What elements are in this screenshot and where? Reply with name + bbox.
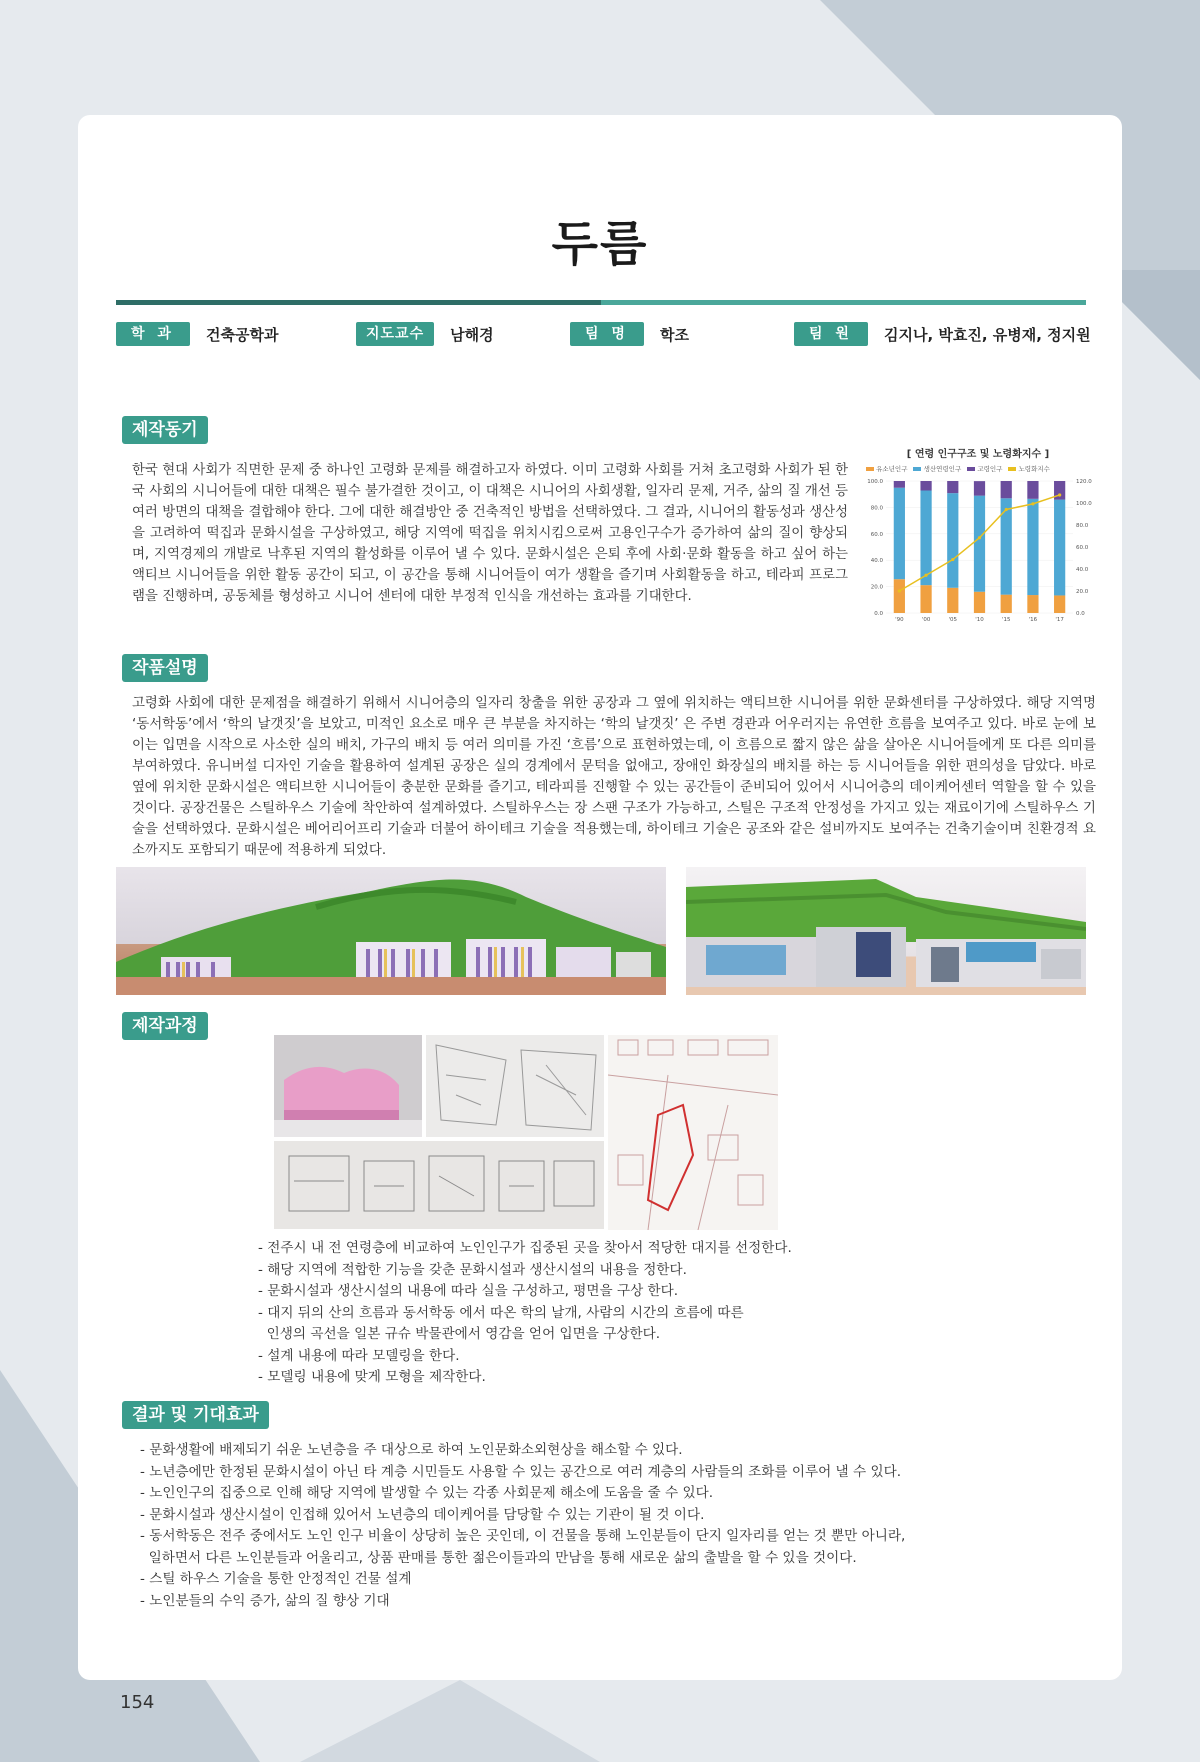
rendering-side [686,867,1086,995]
bar-working [920,491,931,586]
bar-youth [974,592,985,613]
bar-elderly [920,481,931,491]
meta-members [794,321,1091,347]
list-item: - 설계 내용에 따라 모델링을 한다. [258,1347,460,1364]
process-photo-model [274,1035,422,1137]
list-item: - 문화생활에 배제되기 쉬운 노년층을 주 대상으로 하여 노인문화소외현상을 해소할 수 있다. [140,1442,683,1458]
list-item: - 노인인구의 집중으로 인해 해당 지역에 발생할 수 있는 각종 사회문제 해소에 도움을 줄 수 있다. [140,1485,714,1501]
meta-team [570,321,689,347]
motivation-text: 한국 현대 사회가 직면한 문제 중 하나인 고령화 문제를 해결하고자 하였다. 이미 고령화 사회를 거쳐 초고령화 사회가 된 한국 사회의 시니어들에 대한 대책은 필수 불가결한 것이고, 이 대책은 시니어의 사회생활, 일자리 문제, 거주, 삶의 질 개선 등 여러 방면의 대책을 결합해야 한다. 그에 대한 해결방안 중 건축적인 방법을 선택하였다. 그 결과, 시니어의 활동성과 생산성을 고려하여 떡집과 문화시설을 구상하였고, 해당 지역에 떡집을 위치시킴으로써 고용인구수가 증가하여 삶의 질이 향상되며, 지역경제의 개발로 낙후된 지역의 활성화를 이루어 낼 수 있다. 문화시설은 은퇴 후에 사회·문화 활동을 하고 싶어 하는 액티브 시니어들을 위한 활동 공간이 되고, 이 공간을 통해 시니어들이 여가 생활을 즐기며 사회활동을 하고, 테라피 프로그램을 진행하며, 공동체를 형성하고 시니어 센터에 대한 부정적 인식을 개선하는 효과를 기대한다. [132,463,848,604]
list-item: 인생의 곡선을 일본 규슈 박물관에서 영감을 얻어 입면을 구상한다. [258,1326,661,1342]
department-tag: 학 과 [116,322,190,346]
x-tick-label: '15 [1001,617,1011,623]
list-item: - 노인분들의 수익 증가, 삶의 질 향상 기대 [140,1592,390,1609]
meta-advisor [356,321,494,347]
point-aging-index [951,558,954,561]
chart-title: [ 연령 인구구조 및 노령화지수 ] [906,449,1050,460]
advisor-tag: 지도교수 [356,322,434,346]
list-item: - 노년층에만 한정된 문화시설이 아닌 타 계층 시민들도 사용할 수 있는 공간으로 여러 계층의 사람들의 조화를 이루어 낼 수 있다. [140,1463,902,1480]
x-tick-label: '90 [895,617,904,623]
process-list [258,1238,792,1389]
list-item: - 해당 지역에 적합한 기능을 갖춘 문화시설과 생산시설의 내용을 정한다. [258,1261,687,1278]
process-photo-sketch-1 [426,1035,604,1137]
bar-youth [920,585,931,613]
results-list [140,1440,1100,1612]
x-tick-label: '16 [1028,617,1038,623]
legend-item-3: 고령인구 [967,464,1002,473]
legend-item-4: 노령화지수 [1008,464,1049,473]
department-value: 건축공학과 [206,325,279,344]
site-map-illustration [608,1035,778,1230]
bar-youth [947,588,958,613]
bar-working [1027,499,1038,595]
bar-working [974,496,985,592]
description-text: 고령화 사회에 대한 문제점을 해결하기 위해서 시니어층의 일자리 창출을 위한 공장과 그 옆에 위치하는 액티브한 시니어를 위한 문화센터를 구상하였다. 해당 지역명 ‘동서학동’에서 ‘학의 날갯짓’을 보았고, 미적인 요소로 매우 큰 부분을 차지하는 ‘학의 날갯짓’ 은 주변 경관과 어우러지는 유연한 흐름을 보여주고 있다. 바로 눈에 보이는 입면을 시작으로 사소한 실의 배치, 가구의 배치 등 여러 의미를 가진 ‘흐름’으로 표현하였는데, 이 흐름으로 짧지 않은 삶을 살아온 시니어들에게 또 다른 의미를 부여하였다. 유니버설 디자인 기술을 활용하여 설계된 공장은 실의 경계에서 문턱을 없애고, 장애인 화장실의 배치를 하는 등 시니어들을 위한 편의성을 담았다. 바로 옆에 위치한 문화시설은 액티브한 시니어들이 충분한 문화를 즐기고, 테라피를 진행할 수 있는 공간들이 준비되어 있어서 시니어층의 데이케어센터 역할을 할 수 있을 것이다. 공장건물은 스틸하우스 기술에 착안하여 설계하였다. 스틸하우스는 장 스팬 구조가 가능하고, 스틸은 구조적 안정성을 가지고 있는 재료이기에 스틸하우스 기술을 선택하였다. 문화시설은 베어리어프리 기술과 더불어 하이테크 기술을 적용했는데, 하이테크 기술은 공조와 같은 설비까지도 보여주는 건축기술이며 친환경적 요소까지도 포함되기 때문에 적용하게 되었다. [132,696,1096,858]
bar-youth [1054,595,1065,613]
x-tick-label: '10 [975,617,984,623]
point-aging-index [898,589,901,592]
members-value: 김지나, 박효진, 유병재, 정지원 [884,325,1091,344]
bar-youth [1001,595,1012,613]
process-heading: 제작과정 [122,1012,208,1040]
point-aging-index [1031,502,1034,505]
point-aging-index [978,536,981,539]
population-chart [858,445,1098,635]
rendering-side-illustration [686,867,1086,995]
page-title: 두름 [551,216,649,272]
point-aging-index [924,574,927,577]
chart-legend [858,464,1098,473]
point-aging-index [1005,508,1008,511]
y-tick-label: 0.0 [874,611,883,617]
process-photo-sketch-2 [274,1141,604,1229]
y2-tick-label: 120.0 [1076,479,1092,485]
y-tick-label: 60.0 [870,531,883,538]
foam-model-illustration [274,1035,422,1137]
y2-tick-label: 40.0 [1076,567,1089,573]
x-tick-label: '05 [948,617,958,623]
y-tick-label: 80.0 [870,505,883,512]
chart-plot [858,473,1098,633]
y2-tick-label: 20.0 [1076,589,1089,595]
bar-working [894,488,905,579]
team-value: 학조 [660,325,689,344]
advisor-value: 남해경 [450,325,494,344]
bar-elderly [894,481,905,488]
list-item: - 모델링 내용에 맞게 모형을 제작한다. [258,1369,486,1385]
bar-working [947,493,958,588]
description-heading: 작품설명 [122,654,208,682]
rendering-front [116,867,666,995]
bar-elderly [974,481,985,496]
page-number: 154 [120,1692,155,1713]
y2-tick-label: 60.0 [1076,545,1089,551]
legend-item-1: 유소년인구 [866,464,907,473]
y-tick-label: 20.0 [870,584,883,591]
point-aging-index [1058,493,1061,496]
meta-department [116,321,278,347]
bar-working [1054,500,1065,596]
bar-youth [894,579,905,613]
list-item: - 동서학동은 전주 중에서도 노인 인구 비율이 상당히 높은 곳인데, 이 건물을 통해 노인분들이 단지 일자리를 얻는 것 뿐만 아니라, [140,1528,906,1544]
rendering-front-illustration [116,867,666,995]
site-sketch-illustration [426,1035,604,1137]
floor-plan-sketch-illustration [274,1141,604,1229]
bar-elderly [1001,481,1012,498]
bar-youth [1027,595,1038,613]
list-item: 일하면서 다른 노인분들과 어울리고, 상품 판매를 통한 젊은이들과의 만남을 통해 새로운 삶의 출발을 할 수 있을 것이다. [140,1549,857,1566]
title-rule [116,300,1086,305]
y2-tick-label: 80.0 [1076,523,1089,529]
poster-card [78,115,1122,1680]
x-tick-label: '17 [1055,617,1064,623]
list-item: - 스틸 하우스 기술을 통한 안정적인 건물 설계 [140,1571,412,1587]
title-rule-light [601,300,1086,305]
y-tick-label: 40.0 [870,558,883,565]
team-tag: 팀 명 [570,322,644,346]
list-item: - 전주시 내 전 연령층에 비교하여 노인인구가 집중된 곳을 찾아서 적당한 대지를 선정한다. [258,1240,792,1256]
motivation-heading: 제작동기 [122,416,208,444]
list-item: - 문화시설과 생산시설의 내용에 따라 실을 구성하고, 평면을 구상 한다. [258,1283,679,1299]
bar-elderly [1027,481,1038,499]
bar-elderly [947,481,958,493]
y-tick-label: 100.0 [867,479,883,485]
y2-tick-label: 0.0 [1076,611,1085,617]
members-tag: 팀 원 [794,322,868,346]
list-item: - 대지 뒤의 산의 흐름과 동서학동 에서 따온 학의 날개, 사람의 시간의 흐름에 따른 [258,1304,744,1321]
process-photo-site-map [608,1035,778,1230]
legend-item-2: 생산연령인구 [913,464,961,473]
title-rule-dark [116,300,601,305]
y2-tick-label: 100.0 [1076,501,1092,507]
results-heading: 결과 및 기대효과 [122,1401,269,1429]
x-tick-label: '00 [921,617,931,623]
list-item: - 문화시설과 생산시설이 인접해 있어서 노년층의 데이케어를 담당할 수 있는 기관이 될 것 이다. [140,1506,705,1523]
